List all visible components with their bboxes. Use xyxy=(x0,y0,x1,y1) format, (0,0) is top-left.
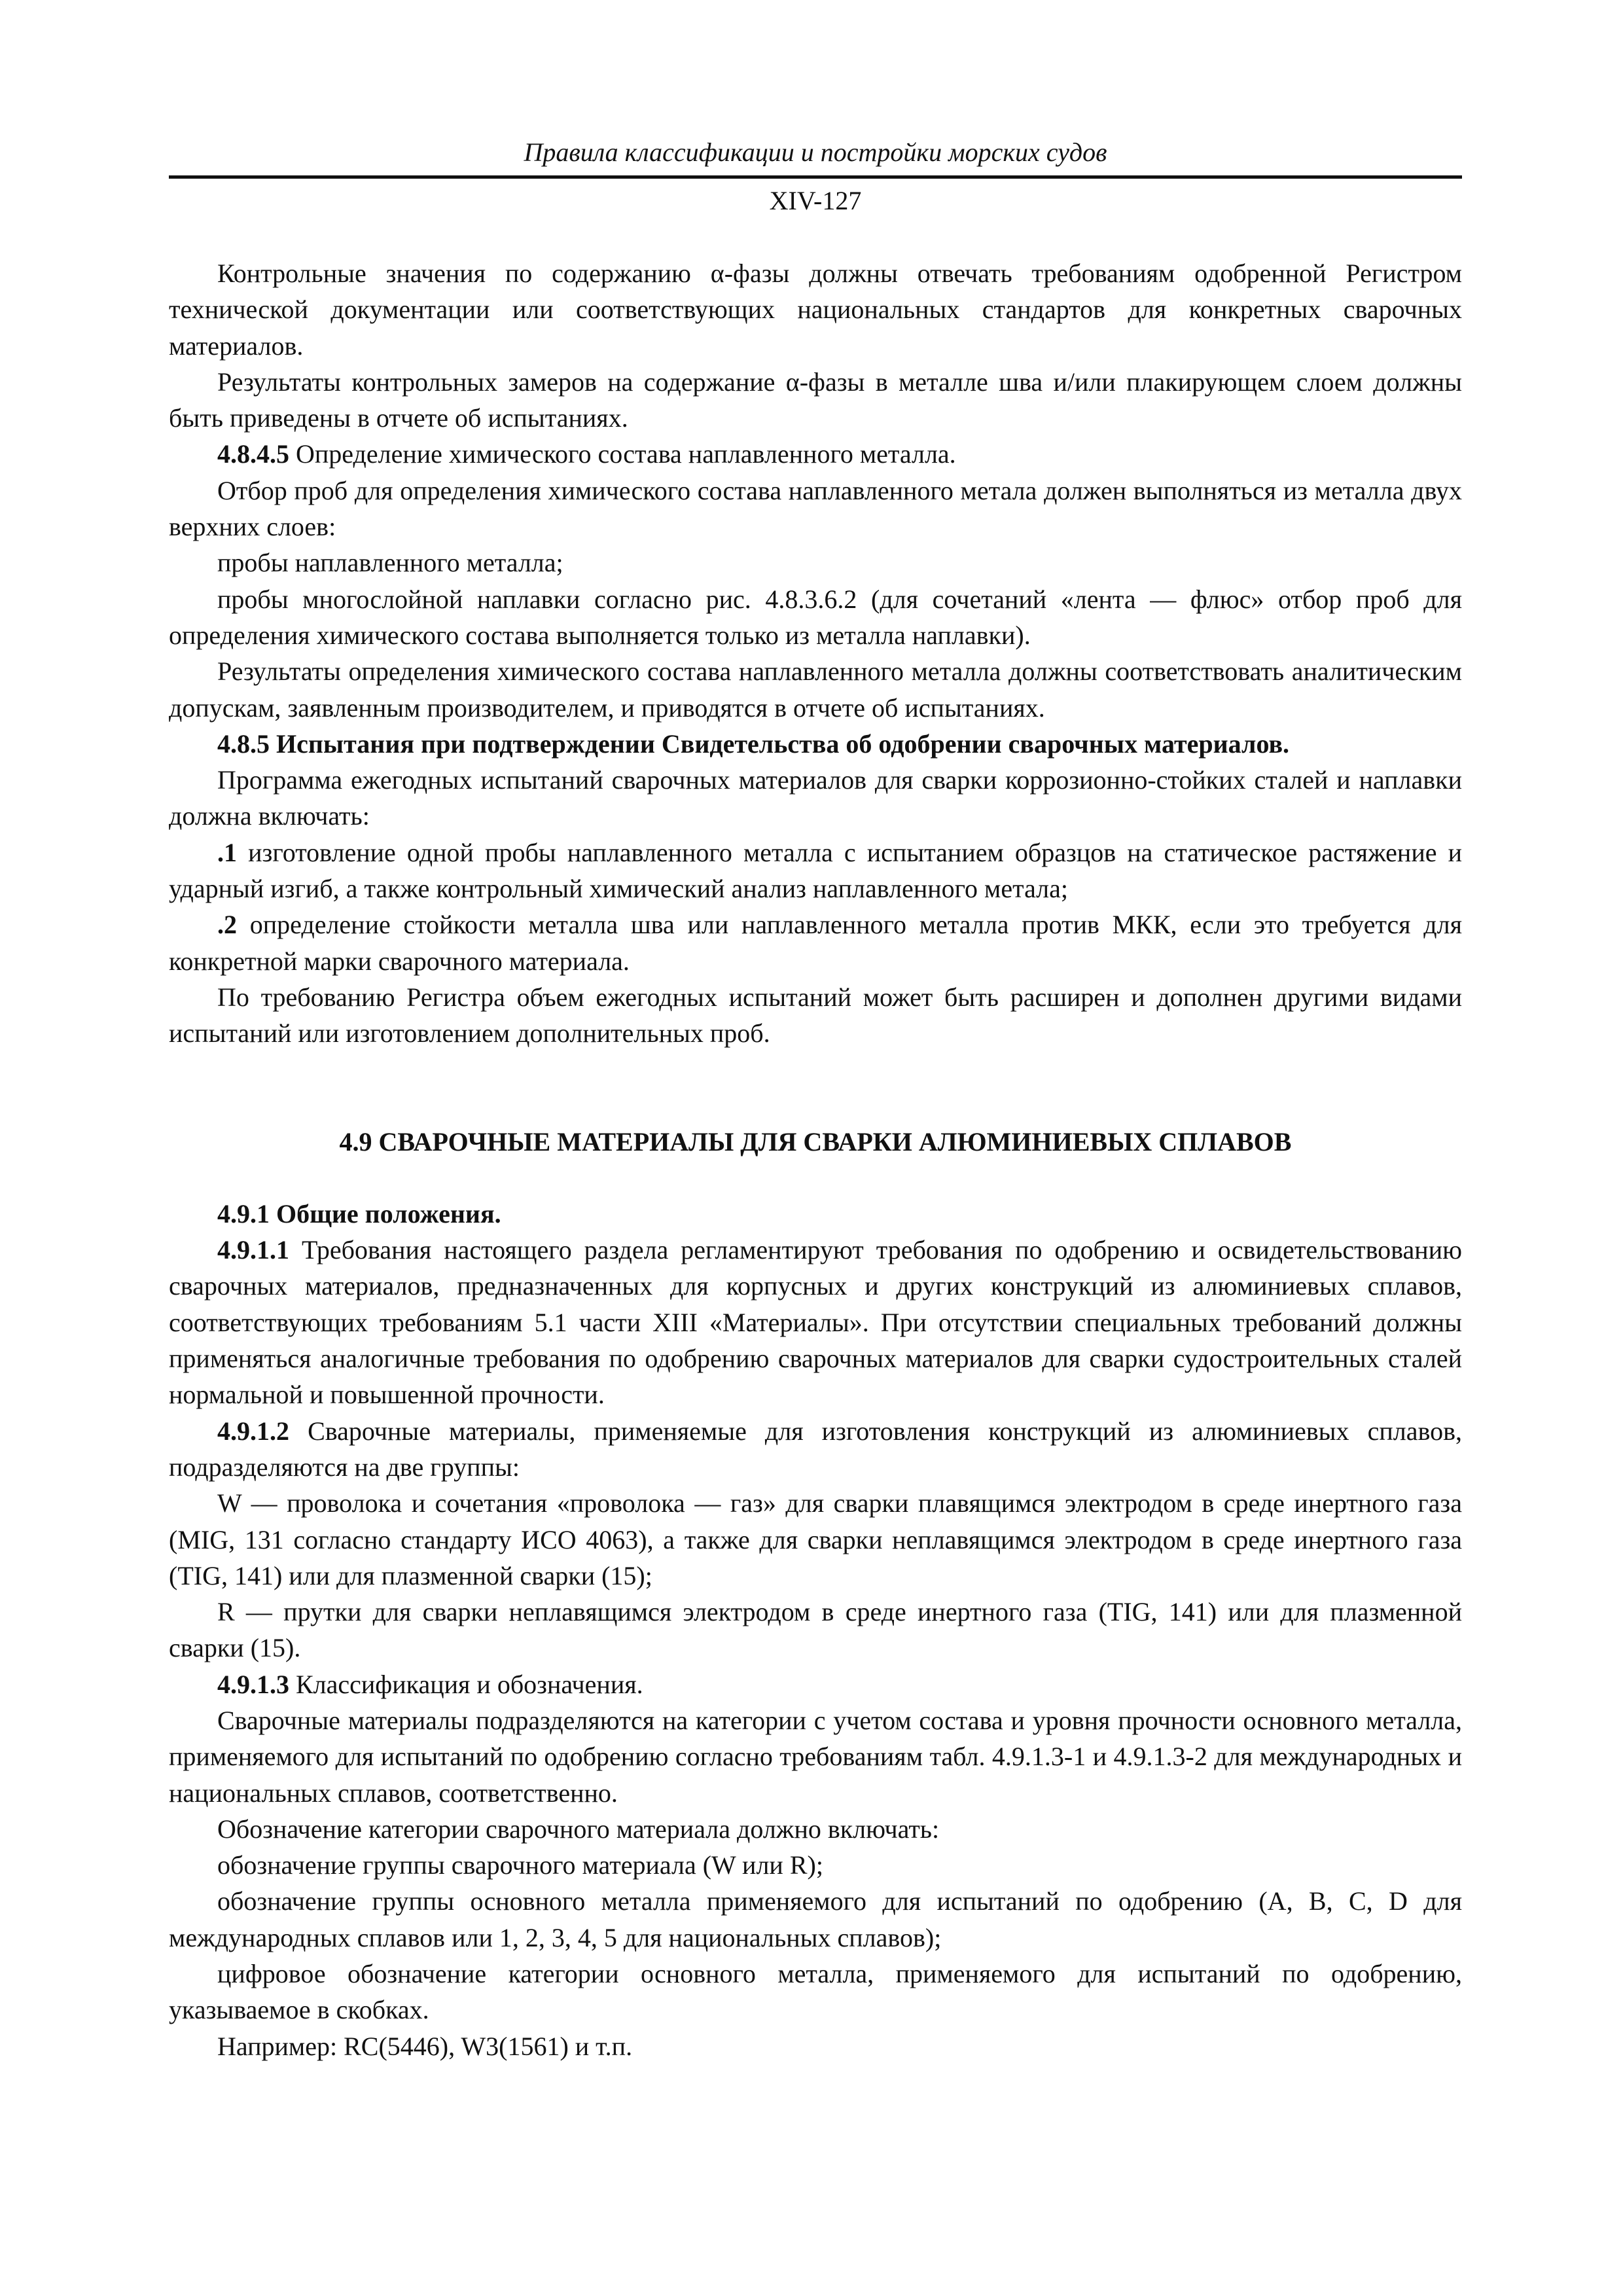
running-header: Правила классификации и постройки морских судов xyxy=(524,137,1107,167)
paragraph: R — прутки для сварки неплавящимся электродом в среде инертного газа (TIG, 141) или для плазменной сварки (15). xyxy=(169,1597,1462,1663)
paragraph: Например: RC(5446), W3(1561) и т.п. xyxy=(217,2031,633,2061)
subsection-heading: 4.9.1 Общие положения. xyxy=(217,1198,501,1229)
subsection-heading: 4.8.5 Испытания при подтверждении Свидетельства об одобрении сварочных материалов. xyxy=(217,728,1290,759)
paragraph: Результаты контрольных замеров на содержание α-фазы в металле шва и/или плакирующем слоем должны быть приведены в отчете об испытаниях. xyxy=(169,367,1462,433)
document-body xyxy=(169,255,1462,2064)
paragraph: пробы наплавленного металла; xyxy=(217,548,563,578)
paragraph: 4.9.1.1 Требования настоящего раздела регламентируют требования по одобрению и освидетельствованию сварочных материалов, предназначенных для корпусных и других конструкций из алюминиевых сплавов, соответствующих требованиям 5.1 части XIII «Материалы». При отсутствии специальных требований должны применяться аналогичные требования по одобрению сварочных материалов для сварки судостроительных сталей нормальной и повышенной прочности. xyxy=(169,1235,1462,1410)
paragraph: цифровое обозначение категории основного металла, применяемого для испытаний по одобрению, указываемое в скобках. xyxy=(169,1959,1462,2025)
paragraph: Обозначение категории сварочного материала должно включать: xyxy=(217,1814,940,1844)
paragraph: Результаты определения химического состава наплавленного металла должны соответствовать аналитическим допускам, заявленным производителем, и приводятся в отчете об испытаниях. xyxy=(169,656,1462,723)
paragraph: W — проволока и сочетания «проволока — газ» для сварки плавящимся электродом в среде инертного газа (MIG, 131 согласно стандарту ИСО 4063), а также для сварки неплавящимся электродом в среде инертного газа (TIG, 141) или для плазменной сварки (15); xyxy=(169,1488,1462,1590)
paragraph: По требованию Регистра объем ежегодных испытаний может быть расширен и дополнен другими видами испытаний или изготовлением дополнительных проб. xyxy=(169,982,1462,1049)
paragraph: Отбор проб для определения химического состава наплавленного метала должен выполняться из металла двух верхних слоев: xyxy=(169,475,1462,542)
section-heading: 4.9 СВАРОЧНЫЕ МАТЕРИАЛЫ ДЛЯ СВАРКИ АЛЮМИНИЕВЫХ СПЛАВОВ xyxy=(339,1126,1292,1157)
paragraph: 4.9.1.3 Классификация и обозначения. xyxy=(217,1669,643,1699)
header-rule xyxy=(169,175,1462,179)
paragraph: Программа ежегодных испытаний сварочных материалов для сварки коррозионно-стойких сталей и наплавки должна включать: xyxy=(169,765,1462,831)
paragraph: 4.9.1.2 Сварочные материалы, применяемые для изготовления конструкций из алюминиевых сплавов, подразделяются на две группы: xyxy=(169,1416,1462,1482)
paragraph: 4.8.4.5 Определение химического состава наплавленного металла. xyxy=(217,439,956,469)
paragraph: пробы многослойной наплавки согласно рис. 4.8.3.6.2 (для сочетаний «лента — флюс» отбор проб для определения химического состава выполняется только из металла наплавки). xyxy=(169,584,1462,650)
list-item: .2 определение стойкости металла шва или наплавленного металла против МКК, если это требуется для конкретной марки сварочного материала. xyxy=(169,910,1462,976)
list-item: .1 изготовление одной пробы наплавленного металла с испытанием образцов на статическое растяжение и ударный изгиб, а также контрольный химический анализ наплавленного метала; xyxy=(169,837,1462,904)
paragraph: Контрольные значения по содержанию α-фазы должны отвечать требованиям одобренной Регистром технической документации или соответствующих национальных стандартов для конкретных сварочных материалов. xyxy=(169,259,1462,361)
paragraph: обозначение группы основного металла применяемого для испытаний по одобрению (A, B, C, D для международных сплавов или 1, 2, 3, 4, 5 для национальных сплавов); xyxy=(169,1886,1462,1952)
paragraph: Сварочные материалы подразделяются на категории с учетом состава и уровня прочности основного металла, применяемого для испытаний по одобрению согласно требованиям табл. 4.9.1.3-1 и 4.9.1.3-2 для международных и национальных сплавов, соответственно. xyxy=(169,1705,1462,1808)
page-number: XIV-127 xyxy=(769,186,862,215)
paragraph: обозначение группы сварочного материала (W или R); xyxy=(217,1850,823,1880)
